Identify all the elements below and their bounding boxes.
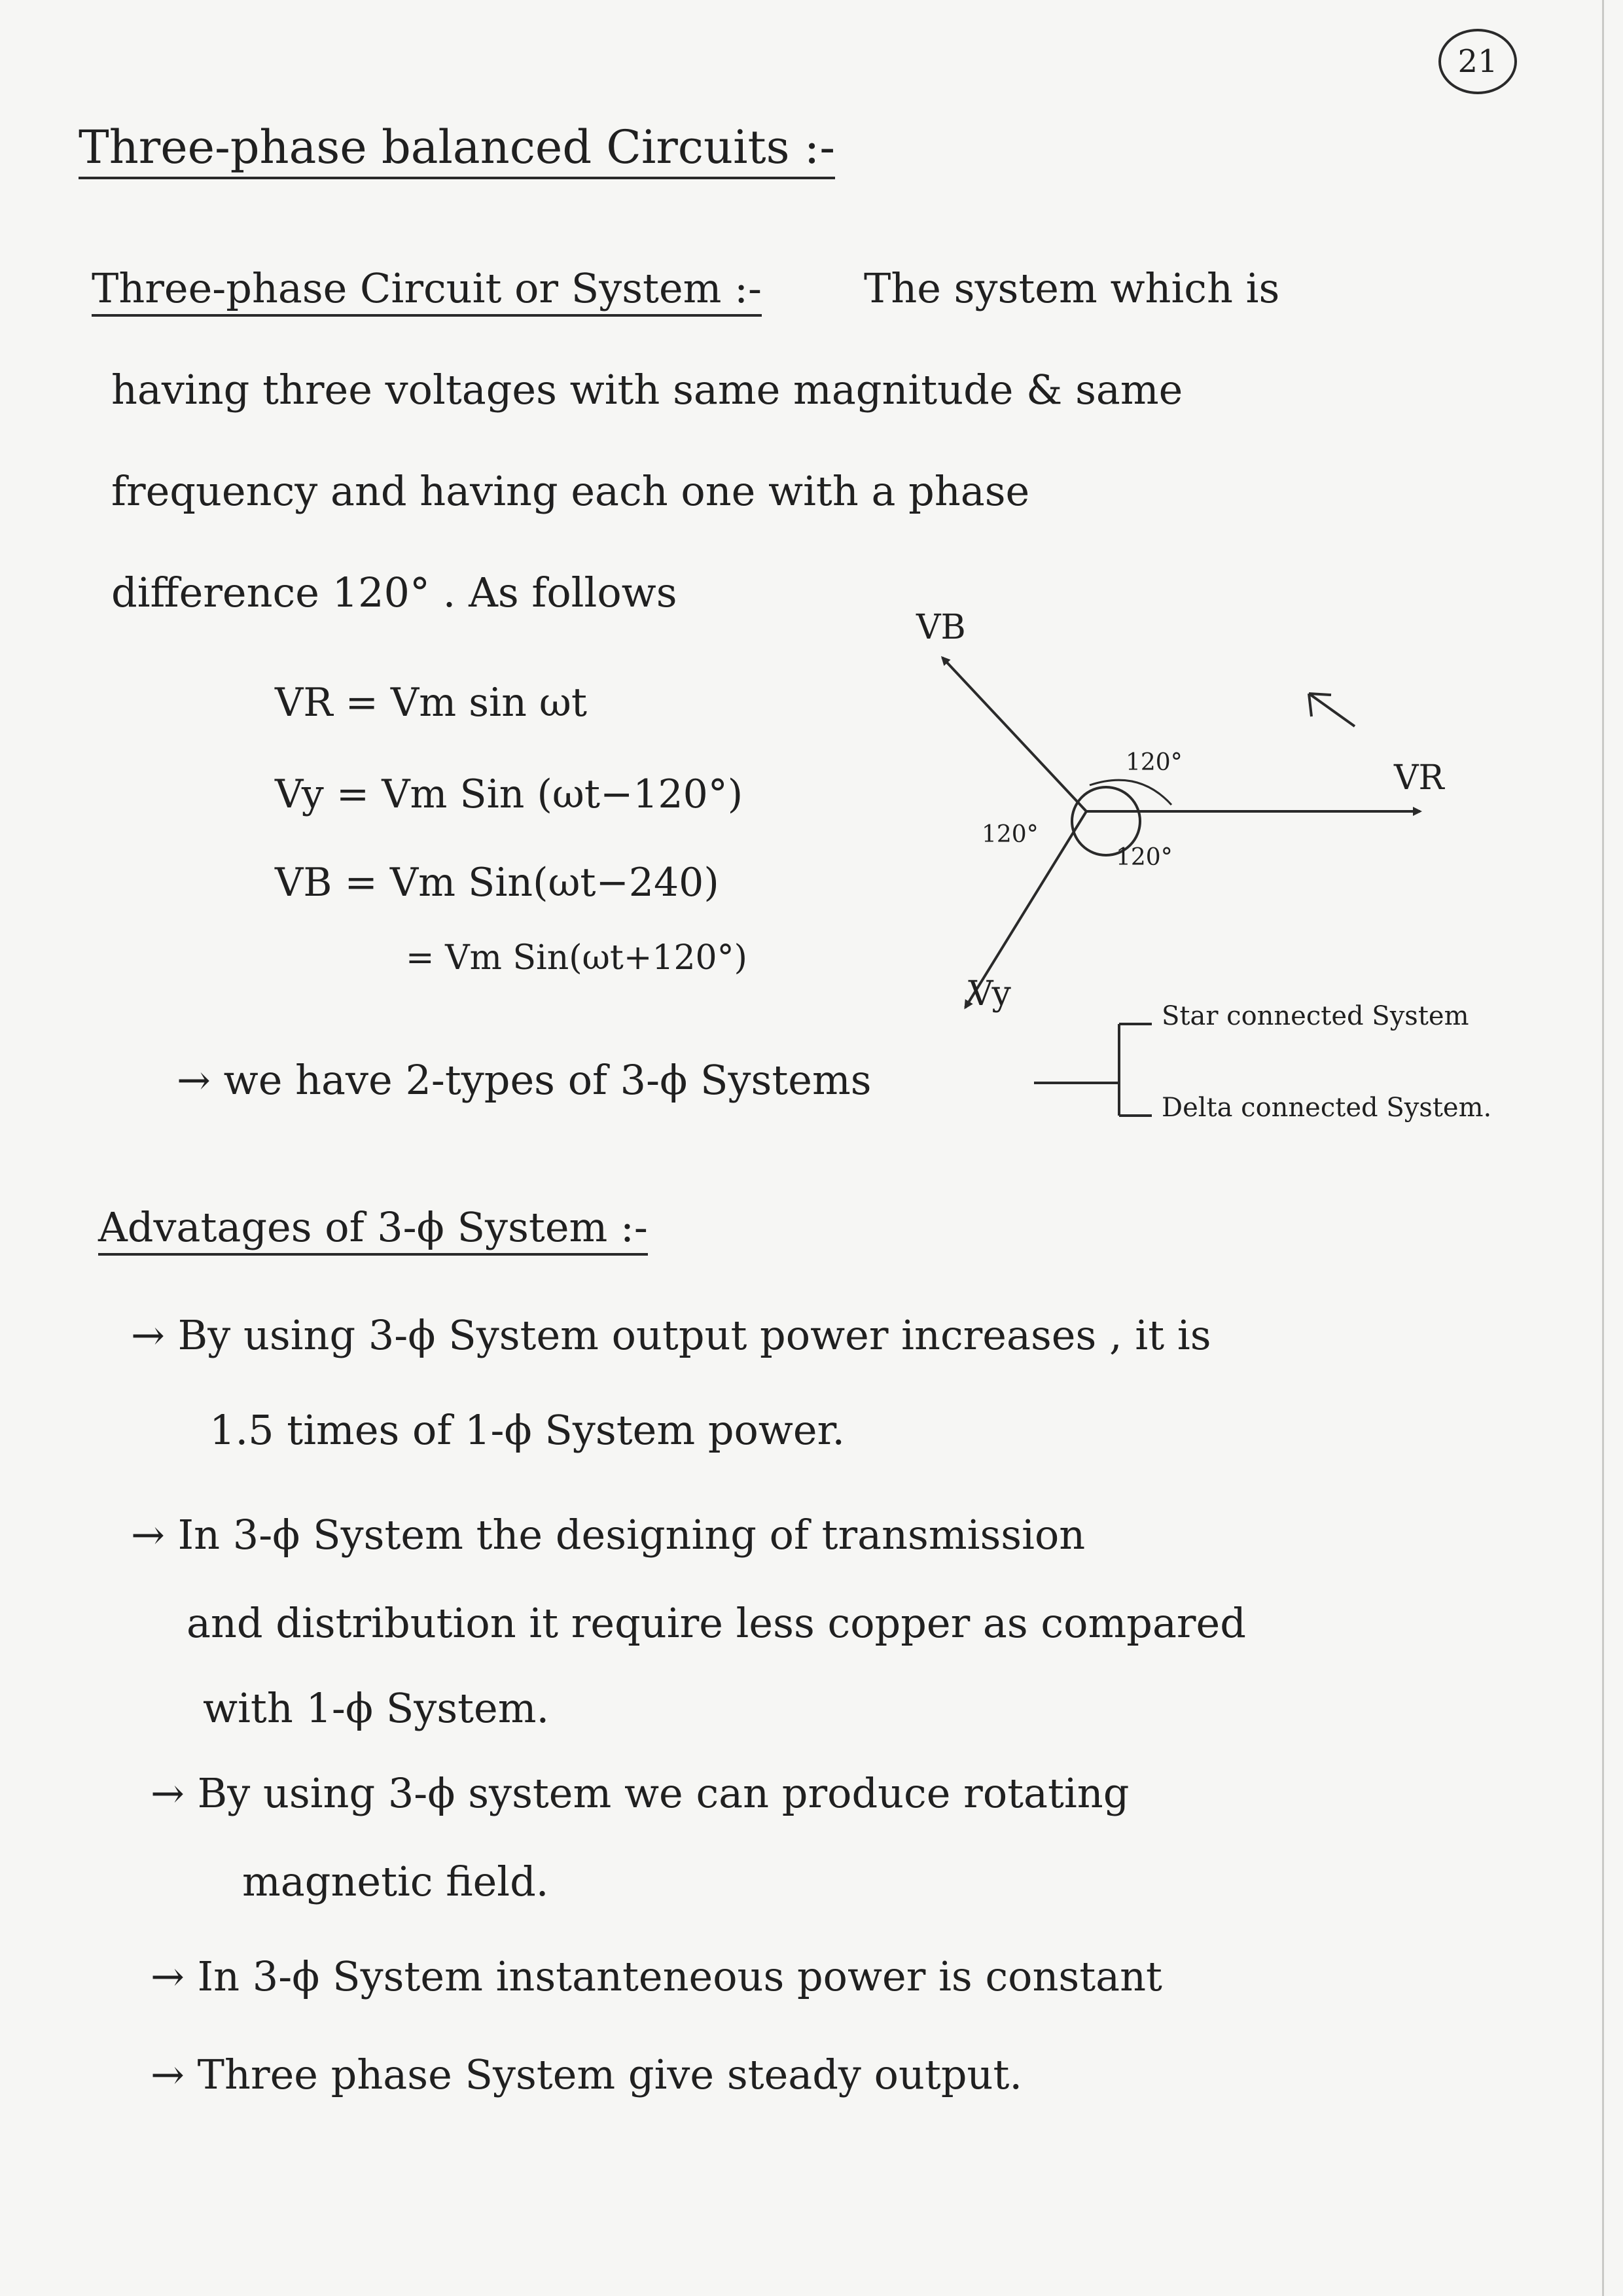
advantage-3-line-2: magnetic field. <box>242 1858 549 1905</box>
phasor-vr-label: VR <box>1394 758 1444 798</box>
advantage-1-line-2: 1.5 times of 1-ϕ System power. <box>209 1406 846 1454</box>
advantage-3-line-1: → By using 3-ϕ system we can produce rotating <box>151 1769 1130 1817</box>
equation-vy: Vy = Vm Sin (ωt−120°) <box>275 771 743 817</box>
rotation-arrow-icon <box>1309 694 1355 726</box>
phasor-angle-label-1: 120° <box>1126 749 1183 776</box>
phasor-vb-line <box>942 658 1086 811</box>
page-number-text: 21 <box>1457 43 1498 80</box>
advantage-4: → In 3-ϕ System instanteneous power is constant <box>151 1952 1162 2000</box>
definition-line-3: frequency and having each one with a phase <box>111 467 1030 515</box>
equation-vb: VB = Vm Sin(ωt−240) <box>275 860 719 906</box>
advantage-2-line-2: and distribution it require less copper as compared <box>187 1599 1246 1647</box>
phasor-vy-label: Vy <box>969 974 1011 1014</box>
type-delta: Delta connected System. <box>1162 1093 1492 1123</box>
type-star: Star connected System <box>1162 1001 1469 1031</box>
phasor-angle-label-3: 120° <box>1116 844 1173 871</box>
phasor-angle-label-2: 120° <box>982 821 1039 848</box>
advantage-2-line-1: → In 3-ϕ System the designing of transmission <box>131 1511 1086 1559</box>
advantage-1-line-1: → By using 3-ϕ System output power increases , it is <box>131 1311 1211 1359</box>
definition-line-4: difference 120° . As follows <box>111 569 677 616</box>
page-heading: Three-phase balanced Circuits :- <box>79 121 835 179</box>
types-intro: → we have 2-types of 3-ϕ Systems <box>177 1056 872 1104</box>
phasor-vb-label: VB <box>916 608 966 647</box>
phasor-angle-arc <box>1090 780 1171 805</box>
advantage-5: → Three phase System give steady output. <box>151 2051 1023 2098</box>
definition-label: Three-phase Circuit or System :- <box>92 265 762 317</box>
definition-line-2: having three voltages with same magnitude & same <box>111 366 1183 414</box>
advantages-title: Advatages of 3-ϕ System :- <box>98 1204 648 1256</box>
equation-vr: VR = Vm sin ωt <box>275 680 587 726</box>
equation-vb-alt: = Vm Sin(ωt+120°) <box>406 938 747 978</box>
advantage-2-line-3: with 1-ϕ System. <box>203 1684 550 1732</box>
definition-line-1: The system which is <box>864 264 1280 312</box>
